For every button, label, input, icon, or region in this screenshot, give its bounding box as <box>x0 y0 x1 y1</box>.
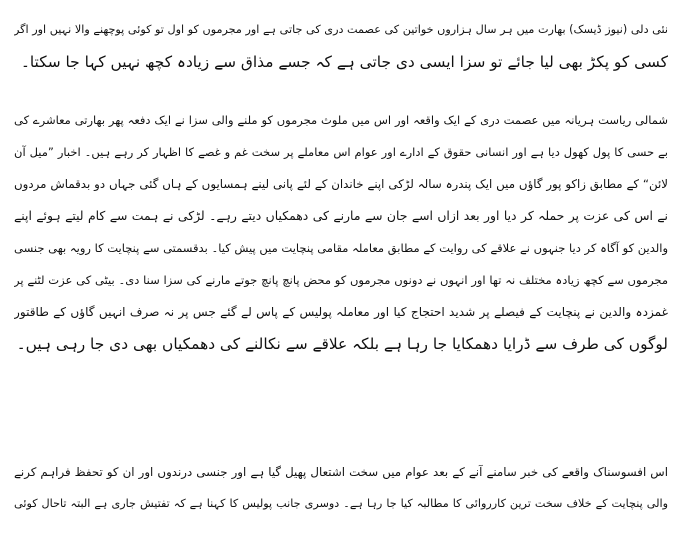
text-line: لائن“ کے مطابق زاکو پور گاؤں میں ایک پندرہ سالہ لڑکی اپنے خاندان کے لئے پانی لینے ہمسایوں کے ہاں گئی جہاں دو بدقماش مردوں <box>14 177 668 191</box>
text-line: نے اس کی عزت پر حملہ کر دیا اور بعد ازاں اسے جان سے مارنے کی دھمکیاں دیتے رہے۔ لڑکی نے ہمت سے کام لیتے ہوئے اپنے <box>14 208 668 223</box>
paragraph-intro <box>14 14 668 78</box>
text-line: کسی کو پکڑ بھی لیا جائے تو سزا ایسی دی جاتی ہے کہ جسے مذاق سے زیادہ کچھ نہیں کہا جا سکتا۔ <box>20 53 668 71</box>
text-line: اس افسوسناک واقعے کی خبر سامنے آنے کے بعد عوام میں سخت اشتعال پھیل گیا ہے اور جنسی درندوں اور ان کو تحفظ فراہم کرنے <box>14 465 668 479</box>
paragraph-reaction <box>14 456 668 520</box>
text-line: غمزدہ والدین نے پنچایت کے فیصلے پر شدید احتجاج کیا اور معاملہ پولیس کے پاس لے گئے جس پر نہ صرف انہیں گاؤں کے طاقتور <box>14 305 668 319</box>
text-line: والدین کو آگاہ کر دیا جنہوں نے علاقے کی روایت کے مطابق معاملہ مقامی پنچایت میں پیش کیا۔ بدقسمتی سے پنچایت کا رویہ بھی جنسی <box>14 241 668 255</box>
text-line: شمالی ریاست ہریانہ میں عصمت دری کے ایک واقعہ اور اس میں ملوث مجرموں کو ملنے والی سزا نے ایک دفعہ پھر بھارتی معاشرے کی <box>14 113 668 127</box>
text-line: لوگوں کی طرف سے ڈرایا دھمکایا جا رہا ہے بلکہ علاقے سے نکالنے کی دھمکیاں بھی دی جا رہی ہیں۔ <box>16 335 668 353</box>
text-line: والی پنچایت کے خلاف سخت ترین کارروائی کا مطالبہ کیا جا رہا ہے۔ دوسری جانب پولیس کا کہنا ہے کہ تفتیش جاری ہے البتہ تاحال کوئی <box>14 497 668 510</box>
text-line: مجرموں سے کچھ زیادہ مختلف نہ تھا اور انہوں نے دونوں مجرموں کو محض پانچ پانچ جوتے مارنے کی سزا سنا دی۔ بیٹی کی عزت لٹنے پر <box>14 273 668 287</box>
text-line: نئی دلی (نیوز ڈیسک) بھارت میں ہر سال ہزاروں خواتین کی عصمت دری کی جاتی ہے اور مجرموں کو اول تو کوئی پوچھنے والا نہیں اور اگر <box>14 23 668 36</box>
paragraph-incident <box>14 104 668 360</box>
text-line: بے حسی کا پول کھول دیا ہے اور انسانی حقوق کے ادارے اور عوام اس معاملے پر سخت غم و غصے کا اظہار کر رہے ہیں۔ اخبار ”میل آن <box>14 145 668 159</box>
